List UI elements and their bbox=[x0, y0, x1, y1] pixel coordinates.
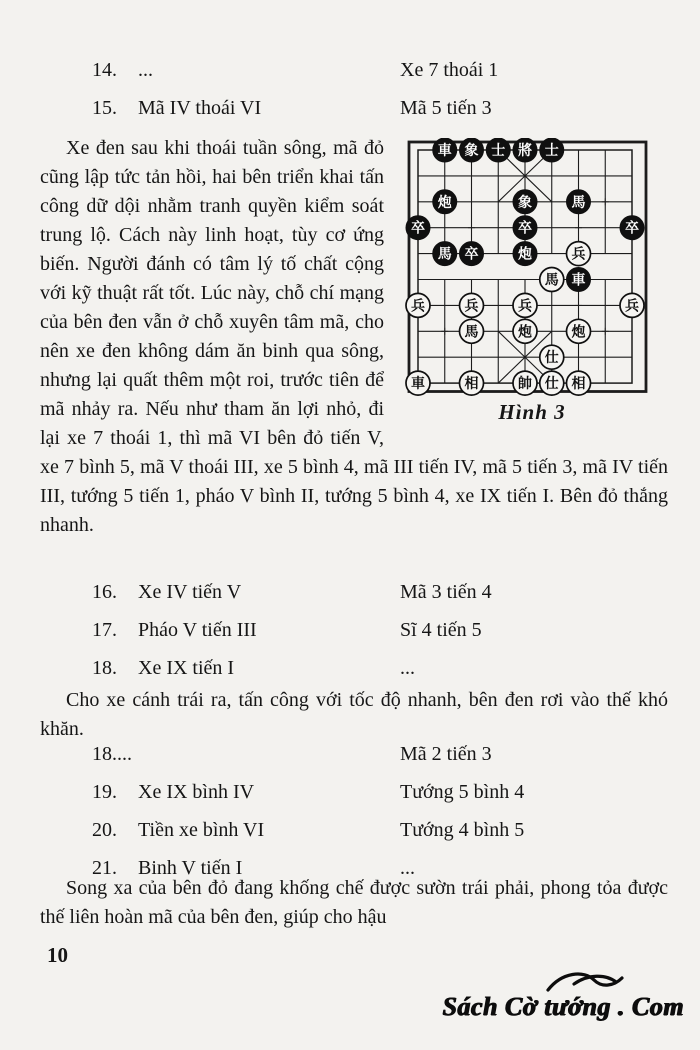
paragraph-closing: Song xa của bên đỏ đang khống chế được sườn trái phải, phong tỏa được thế liên hoàn mã của bên đen, giúp cho hậu bbox=[40, 877, 668, 928]
svg-text:兵: 兵 bbox=[571, 246, 586, 263]
black-piece bbox=[513, 190, 537, 214]
move-row bbox=[92, 816, 672, 845]
move-black: Sĩ 4 tiến 5 bbox=[400, 619, 482, 641]
black-piece bbox=[567, 190, 591, 214]
svg-text:士: 士 bbox=[544, 143, 559, 159]
black-piece bbox=[513, 138, 537, 162]
svg-text:車: 車 bbox=[411, 376, 425, 393]
move-red bbox=[138, 740, 400, 769]
black-piece bbox=[433, 190, 457, 214]
move-number: 18. bbox=[92, 657, 117, 679]
svg-text:炮: 炮 bbox=[571, 324, 586, 341]
move-row bbox=[92, 94, 672, 123]
svg-text:車: 車 bbox=[437, 143, 452, 159]
svg-text:兵: 兵 bbox=[625, 298, 639, 315]
board-svg bbox=[396, 138, 668, 396]
red-piece bbox=[567, 371, 591, 395]
red-piece bbox=[513, 319, 537, 343]
svg-text:馬: 馬 bbox=[544, 272, 559, 289]
red-piece bbox=[513, 293, 537, 317]
move-black: Xe 7 thoái 1 bbox=[400, 59, 499, 81]
move-red: Xe IX tiến I bbox=[138, 657, 235, 679]
move-row bbox=[92, 616, 672, 645]
watermark-logo bbox=[414, 992, 684, 1022]
svg-text:象: 象 bbox=[518, 194, 532, 211]
red-piece bbox=[460, 293, 484, 317]
red-piece bbox=[540, 268, 564, 292]
move-list-top bbox=[92, 56, 672, 132]
move-black: Mã 3 tiến 4 bbox=[400, 581, 492, 603]
black-piece bbox=[433, 138, 457, 162]
svg-text:仕: 仕 bbox=[544, 350, 559, 367]
move-red: Xe IV tiến V bbox=[138, 581, 242, 603]
svg-text:仕: 仕 bbox=[544, 376, 559, 393]
red-piece bbox=[406, 371, 430, 395]
red-piece bbox=[620, 293, 644, 317]
move-red: Pháo V tiến III bbox=[138, 619, 257, 641]
move-black: ... bbox=[400, 857, 415, 879]
paragraph-intro-text: Xe đen sau khi thoái tuần sông, mã đỏ cũng lập tức tản hồi, hai bên triển khai tấn công dữ dội nhằm tranh quyền kiểm soát trung lộ. Cách này linh hoạt, tùy cơ ứng biến. Người đánh có tâm lý tố chất cộng với kỹ thuật rất tốt. Lúc này, chỗ chí mạng của bên đen vẫn ở chỗ xuyên tâm mã, cho nên xe đen không dám ăn binh qua sông, nhưng lại quất thêm một roi, trước tiên để mã nhảy ra. Nếu như tham ăn lợi nhỏ, đi lại xe 7 thoái 1, thì mã VI bên đỏ tiến V, xe 7 bình 5, mã V thoái III, xe 5 bình 4, mã III tiến IV, mã 5 tiến 3, mã IV tiến III, tướng 5 tiến 1, pháo V bình II, tướng 5 bình 4, xe IX tiến I. Bên đỏ thắng nhanh. bbox=[40, 137, 668, 536]
svg-text:將: 將 bbox=[518, 143, 532, 159]
svg-text:馬: 馬 bbox=[464, 324, 479, 341]
black-piece bbox=[540, 138, 564, 162]
svg-text:象: 象 bbox=[464, 143, 479, 159]
red-piece bbox=[567, 319, 591, 343]
move-red: ... bbox=[138, 59, 153, 81]
move-black: ... bbox=[400, 657, 415, 679]
svg-text:兵: 兵 bbox=[464, 298, 479, 315]
move-number: 19. bbox=[92, 781, 117, 803]
move-number: 17. bbox=[92, 619, 117, 641]
black-piece bbox=[567, 268, 591, 292]
page-number: 10 bbox=[47, 943, 68, 967]
move-row bbox=[92, 740, 672, 769]
paragraph-intro bbox=[40, 134, 668, 540]
black-piece bbox=[460, 138, 484, 162]
black-piece bbox=[513, 216, 537, 240]
svg-text:炮: 炮 bbox=[437, 194, 452, 211]
move-number: 21. bbox=[92, 857, 117, 879]
svg-text:相: 相 bbox=[571, 376, 586, 393]
svg-text:馬: 馬 bbox=[437, 246, 452, 263]
red-piece bbox=[460, 319, 484, 343]
svg-text:卒: 卒 bbox=[625, 220, 639, 237]
move-number: 15. bbox=[92, 97, 117, 119]
red-piece bbox=[540, 345, 564, 369]
xiangqi-diagram bbox=[396, 138, 668, 427]
svg-text:相: 相 bbox=[464, 376, 479, 393]
move-number: 18.... bbox=[92, 743, 132, 765]
svg-text:兵: 兵 bbox=[411, 298, 425, 315]
red-piece bbox=[540, 371, 564, 395]
red-piece bbox=[513, 371, 537, 395]
move-black: Tướng 5 bình 4 bbox=[400, 781, 525, 803]
red-piece bbox=[567, 242, 591, 266]
black-piece bbox=[433, 242, 457, 266]
paragraph-comment: Cho xe cánh trái ra, tấn công với tốc độ nhanh, bên đen rơi vào thế khó khăn. bbox=[40, 689, 668, 740]
svg-text:帥: 帥 bbox=[518, 376, 532, 393]
move-row bbox=[92, 56, 672, 85]
move-list-middle bbox=[92, 578, 672, 692]
move-number: 16. bbox=[92, 581, 117, 603]
move-red: Mã IV thoái VI bbox=[138, 97, 262, 119]
black-piece bbox=[406, 216, 430, 240]
black-piece bbox=[620, 216, 644, 240]
move-red: Xe IX bình IV bbox=[138, 781, 255, 803]
svg-text:兵: 兵 bbox=[518, 298, 532, 315]
black-piece bbox=[460, 242, 484, 266]
move-black: Tướng 4 bình 5 bbox=[400, 819, 525, 841]
move-row bbox=[92, 778, 672, 807]
svg-text:卒: 卒 bbox=[518, 220, 532, 237]
move-black: Mã 2 tiến 3 bbox=[400, 743, 492, 765]
svg-text:車: 車 bbox=[571, 272, 586, 289]
black-piece bbox=[486, 138, 510, 162]
move-number: 14. bbox=[92, 59, 117, 81]
red-piece bbox=[406, 293, 430, 317]
svg-text:炮: 炮 bbox=[518, 324, 532, 341]
red-piece bbox=[460, 371, 484, 395]
move-red: Binh V tiến I bbox=[138, 857, 243, 879]
watermark-flourish-icon bbox=[544, 970, 624, 996]
move-black: Mã 5 tiến 3 bbox=[400, 97, 492, 119]
svg-text:炮: 炮 bbox=[518, 246, 532, 263]
diagram-caption: Hình 3 bbox=[498, 400, 566, 424]
svg-text:卒: 卒 bbox=[464, 246, 479, 263]
watermark-text: Sách Cờ tướng . Com bbox=[442, 992, 684, 1021]
move-number: 20. bbox=[92, 819, 117, 841]
move-row bbox=[92, 654, 672, 683]
move-red: Tiền xe bình VI bbox=[138, 819, 265, 841]
move-row bbox=[92, 578, 672, 607]
svg-text:士: 士 bbox=[491, 143, 506, 159]
move-list-bottom bbox=[92, 740, 672, 892]
svg-text:馬: 馬 bbox=[571, 194, 586, 211]
svg-text:卒: 卒 bbox=[411, 220, 425, 237]
black-piece bbox=[513, 242, 537, 266]
